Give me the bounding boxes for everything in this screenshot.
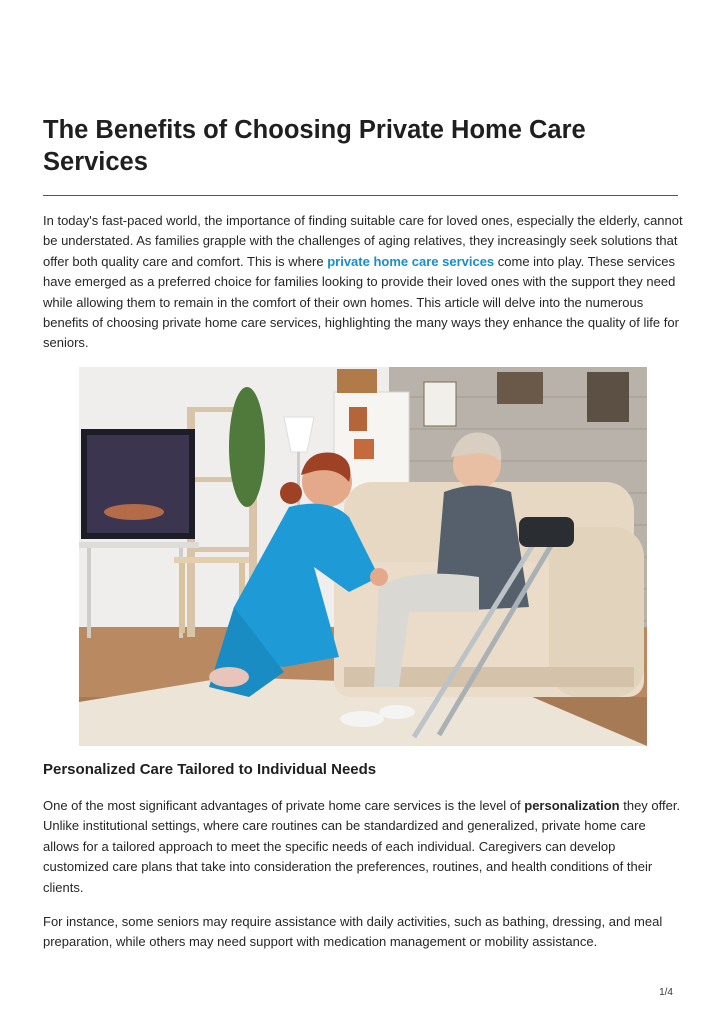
para-text-end: they offer. Unlike institutional settings, where care routines can be standardized and generalized, private home care allows for a tailored approach to meet the specific needs of each individual. Caregivers can develop customized care plans that take into consideration the preferences, routines, and health conditions of their clients. [43,798,681,895]
intro-text-end: come into play. These services have emerged as a preferred choice for families looking to provide their loved ones with the support they need while allowing them to remain in the comfort of their own homes. This article will delve into the numerous benefits of choosing private home care services, highlighting the many ways they enhance the quality of life for seniors. [43,253,679,351]
para-text-start: One of the most significant advantages of private home care services is the level of [43,798,525,813]
examples-paragraph: For instance, some seniors may require assistance with daily activities, such as bathing, dressing, and meal preparation, while others may need support with medication management or mobility assistance. [43,914,663,950]
intro-paragraph [43,211,683,354]
bold-term-personalization: personalization [524,798,620,813]
personalization-paragraph [43,796,683,898]
section-heading-personalized-care: Personalized Care Tailored to Individual Needs [43,761,377,778]
intro-text-start: In today's fast-paced world, the importance of finding suitable care for loved ones, especially the elderly, cannot be understated. As families grapple with the challenges of aging relatives, they increasingly seek solutions that offer both quality care and comfort. This is where [43,213,683,269]
title-divider [43,195,678,196]
article-photo [79,367,647,746]
page-title: The Benefits of Choosing Private Home Care Services [43,116,586,176]
private-home-care-link[interactable]: private home care services [327,253,495,269]
page-number: 1/4 [659,987,673,998]
